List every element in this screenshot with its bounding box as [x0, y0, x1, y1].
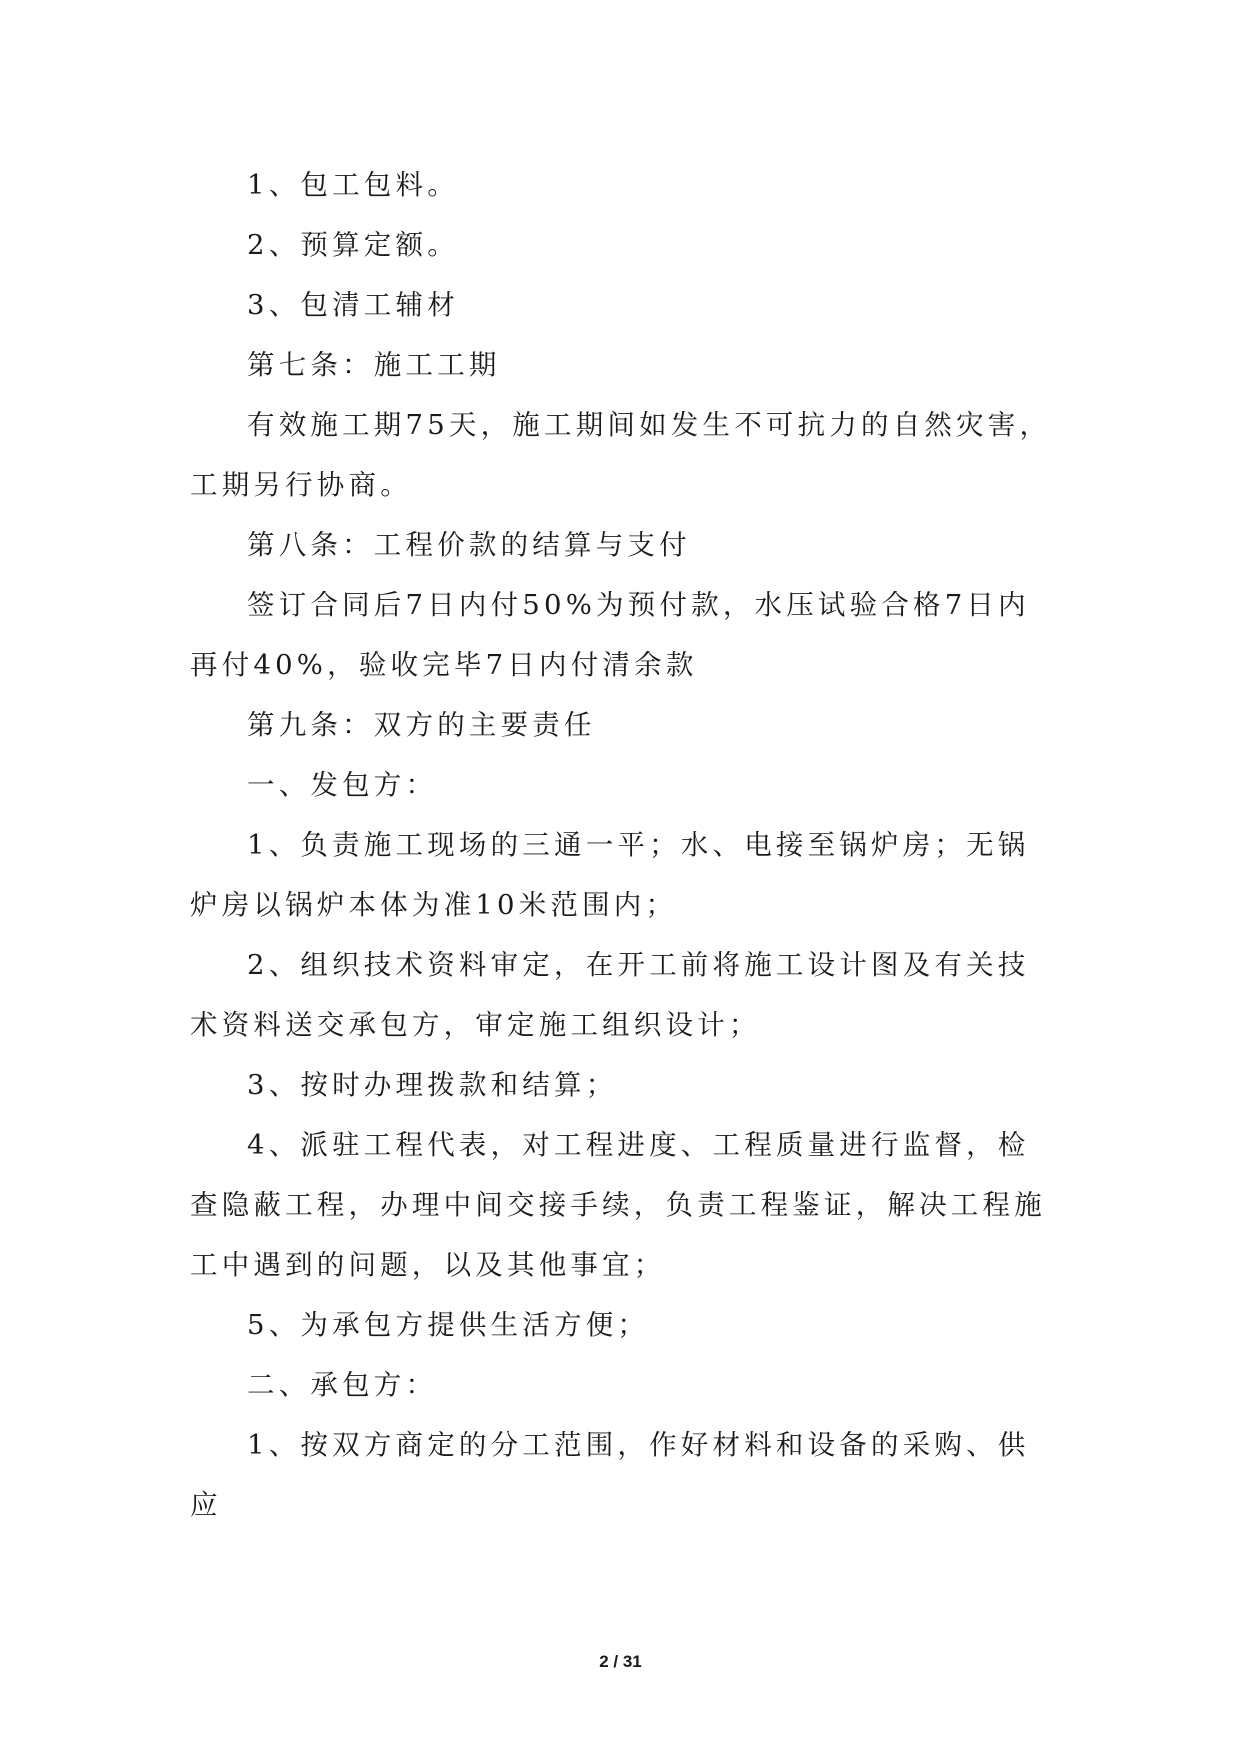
paragraph-1: 1、包工包料。	[247, 169, 459, 201]
document-body	[190, 155, 1052, 1535]
subsection-heading-contractor: 二、承包方：	[247, 1369, 438, 1401]
paragraph-2: 2、预算定额。	[247, 229, 459, 261]
subsection-heading-employer: 一、发包方：	[247, 769, 438, 801]
paragraph-13: 4、派驻工程代表，对工程进度、工程质量进行监督，检查隐蔽工程，办理中间交接手续，负责工程鉴证，解决工程施工中遇到的问题，以及其他事宜；	[190, 1129, 1046, 1281]
page-number: 2 / 31	[599, 1652, 642, 1671]
paragraph-11: 2、组织技术资料审定，在开工前将施工设计图及有关技术资料送交承包方，审定施工组织设计；	[190, 949, 1030, 1041]
paragraph-10: 1、负责施工现场的三通一平；水、电接至锅炉房；无锅炉房以锅炉本体为准10米范围内；	[190, 829, 1030, 921]
section-heading-8: 第八条：工程价款的结算与支付	[247, 529, 691, 561]
section-heading-7: 第七条：施工工期	[247, 349, 501, 381]
paragraph-16: 1、按双方商定的分工范围，作好材料和设备的采购、供应	[190, 1429, 1030, 1521]
paragraph-12: 3、按时办理拨款和结算；	[247, 1069, 618, 1101]
paragraph-3: 3、包清工辅材	[247, 289, 459, 321]
paragraph-5: 有效施工期75天，施工期间如发生不可抗力的自然灾害，工期另行协商。	[190, 409, 1052, 501]
section-heading-9: 第九条：双方的主要责任	[247, 709, 596, 741]
paragraph-14: 5、为承包方提供生活方便；	[247, 1309, 650, 1341]
paragraph-7: 签订合同后7日内付50%为预付款，水压试验合格7日内再付40%，验收完毕7日内付清余款	[190, 589, 1030, 681]
